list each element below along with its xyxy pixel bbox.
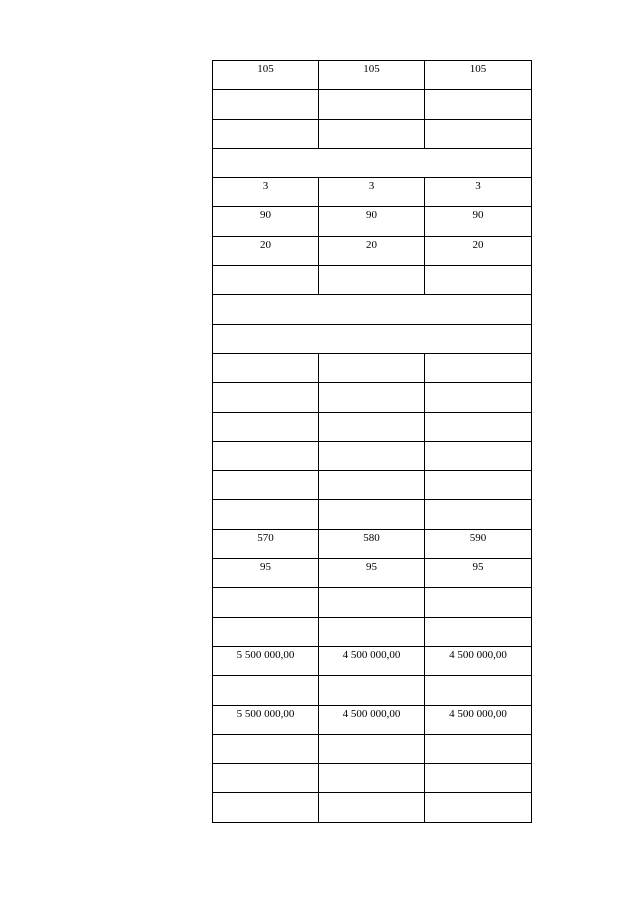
table-row bbox=[213, 324, 532, 353]
table-row bbox=[213, 471, 532, 500]
table-cell bbox=[319, 353, 425, 382]
table-cell: 105 bbox=[213, 61, 319, 90]
table-cell bbox=[319, 90, 425, 119]
table-row bbox=[213, 500, 532, 529]
table-cell bbox=[425, 764, 532, 793]
table-cell bbox=[425, 588, 532, 617]
table-cell: 4 500 000,00 bbox=[319, 705, 425, 734]
table-cell bbox=[319, 119, 425, 148]
table-cell: 20 bbox=[213, 236, 319, 265]
table-cell bbox=[425, 441, 532, 470]
table-cell bbox=[425, 383, 532, 412]
table-cell: 590 bbox=[425, 529, 532, 558]
table-cell bbox=[319, 588, 425, 617]
table-cell bbox=[213, 734, 319, 763]
table-row bbox=[213, 734, 532, 763]
table-cell bbox=[213, 617, 319, 646]
table-row bbox=[213, 559, 532, 588]
table-cell: 20 bbox=[319, 236, 425, 265]
table-row bbox=[213, 617, 532, 646]
data-table bbox=[212, 60, 532, 823]
table-cell: 5 500 000,00 bbox=[213, 705, 319, 734]
document-page bbox=[212, 60, 531, 823]
table-cell bbox=[425, 353, 532, 382]
table-cell bbox=[425, 676, 532, 705]
table-cell bbox=[213, 676, 319, 705]
table-cell bbox=[425, 119, 532, 148]
table-cell bbox=[213, 793, 319, 822]
merged-cell bbox=[213, 295, 532, 324]
table-row bbox=[213, 764, 532, 793]
table-cell bbox=[319, 471, 425, 500]
table-cell bbox=[319, 764, 425, 793]
merged-cell bbox=[213, 148, 532, 177]
table-cell bbox=[319, 676, 425, 705]
table-cell: 3 bbox=[213, 178, 319, 207]
table-cell bbox=[425, 412, 532, 441]
table-cell bbox=[213, 471, 319, 500]
table-cell bbox=[213, 441, 319, 470]
table-cell bbox=[425, 471, 532, 500]
table-row bbox=[213, 266, 532, 295]
table-cell: 90 bbox=[319, 207, 425, 236]
table-row bbox=[213, 529, 532, 558]
table-row bbox=[213, 90, 532, 119]
table-cell bbox=[425, 500, 532, 529]
table-row bbox=[213, 588, 532, 617]
table-cell bbox=[425, 90, 532, 119]
table-row bbox=[213, 61, 532, 90]
table-row bbox=[213, 441, 532, 470]
table-cell bbox=[425, 617, 532, 646]
table-row bbox=[213, 383, 532, 412]
table-cell: 95 bbox=[213, 559, 319, 588]
table-row bbox=[213, 353, 532, 382]
table-cell: 95 bbox=[425, 559, 532, 588]
table-cell bbox=[425, 266, 532, 295]
merged-cell bbox=[213, 324, 532, 353]
table-row bbox=[213, 793, 532, 822]
table-cell bbox=[319, 734, 425, 763]
table-cell bbox=[425, 734, 532, 763]
table-cell bbox=[213, 90, 319, 119]
table-cell: 5 500 000,00 bbox=[213, 646, 319, 675]
table-cell: 4 500 000,00 bbox=[425, 646, 532, 675]
table-row bbox=[213, 178, 532, 207]
table-row bbox=[213, 705, 532, 734]
table-cell bbox=[319, 500, 425, 529]
table-cell bbox=[213, 353, 319, 382]
table-cell: 105 bbox=[319, 61, 425, 90]
table-cell bbox=[319, 383, 425, 412]
table-cell bbox=[213, 266, 319, 295]
table-cell bbox=[319, 617, 425, 646]
table-row bbox=[213, 236, 532, 265]
table-cell bbox=[213, 500, 319, 529]
table-cell bbox=[213, 383, 319, 412]
table-cell: 105 bbox=[425, 61, 532, 90]
table-cell bbox=[319, 793, 425, 822]
table-cell: 4 500 000,00 bbox=[425, 705, 532, 734]
table-cell bbox=[213, 764, 319, 793]
table-cell: 20 bbox=[425, 236, 532, 265]
table-row bbox=[213, 295, 532, 324]
table-row bbox=[213, 676, 532, 705]
table-cell bbox=[213, 412, 319, 441]
table-cell bbox=[319, 441, 425, 470]
table-cell bbox=[319, 412, 425, 441]
table-cell: 95 bbox=[319, 559, 425, 588]
table-cell bbox=[213, 119, 319, 148]
table-row bbox=[213, 119, 532, 148]
table-row bbox=[213, 148, 532, 177]
table-cell bbox=[213, 588, 319, 617]
table-cell: 570 bbox=[213, 529, 319, 558]
table-cell: 4 500 000,00 bbox=[319, 646, 425, 675]
table-cell: 580 bbox=[319, 529, 425, 558]
table-cell: 3 bbox=[425, 178, 532, 207]
table-row bbox=[213, 207, 532, 236]
table-body bbox=[213, 61, 532, 823]
table-cell: 90 bbox=[425, 207, 532, 236]
table-row bbox=[213, 646, 532, 675]
table-cell bbox=[319, 266, 425, 295]
table-cell bbox=[425, 793, 532, 822]
table-cell: 3 bbox=[319, 178, 425, 207]
table-row bbox=[213, 412, 532, 441]
table-cell: 90 bbox=[213, 207, 319, 236]
